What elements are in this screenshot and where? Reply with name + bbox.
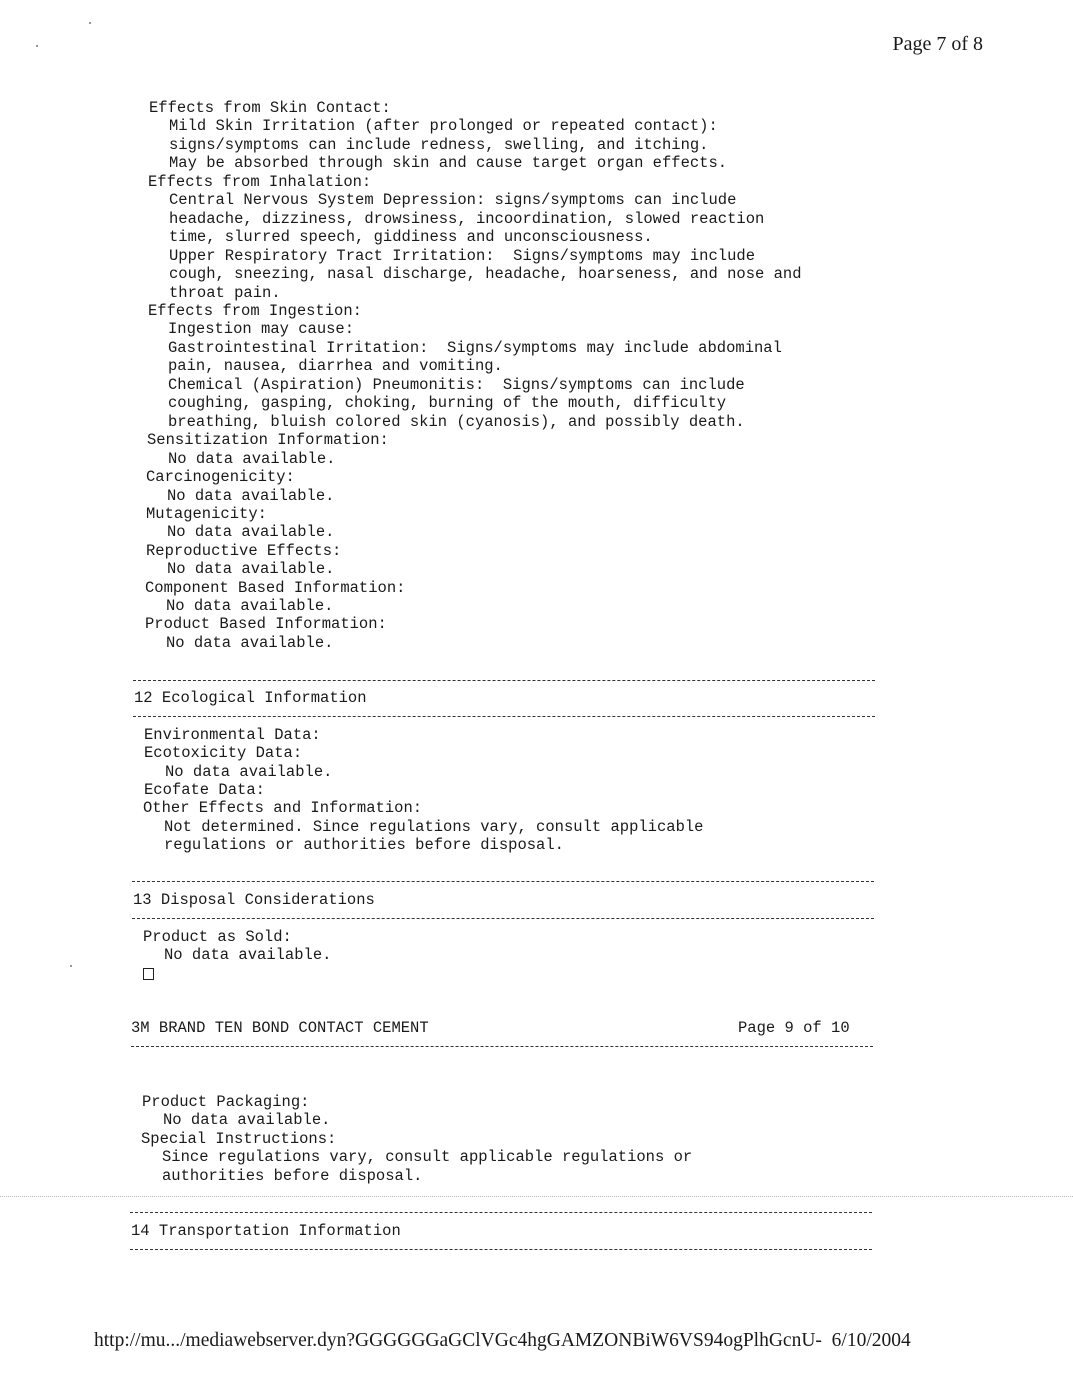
component-value: No data available. <box>166 597 334 615</box>
ingestion-line: coughing, gasping, choking, burning of the mouth, difficulty <box>168 394 727 412</box>
special-instructions-line: authorities before disposal. <box>162 1167 423 1185</box>
packaging-value: No data available. <box>163 1111 331 1129</box>
ecotoxicity-heading: Ecotoxicity Data: <box>144 744 303 762</box>
section-divider <box>132 881 874 882</box>
inhalation-line: Central Nervous System Depression: signs/symptoms can include <box>169 191 737 209</box>
skin-line: May be absorbed through skin and cause target organ effects. <box>169 154 728 172</box>
reproductive-heading: Reproductive Effects: <box>146 542 342 560</box>
section-divider <box>133 680 875 681</box>
other-effects-line: regulations or authorities before disposal. <box>164 836 564 854</box>
scan-speck <box>36 45 38 47</box>
checkbox-glyph <box>143 968 154 980</box>
scan-speck <box>89 22 91 24</box>
carcinogenicity-value: No data available. <box>167 487 335 505</box>
sensitization-value: No data available. <box>168 450 336 468</box>
product-sold-heading: Product as Sold: <box>143 928 292 946</box>
section-14-title: 14 Transportation Information <box>131 1222 401 1240</box>
section-divider <box>131 1046 873 1047</box>
section-divider <box>132 918 874 919</box>
section-13-title: 13 Disposal Considerations <box>133 891 375 909</box>
page-break-line <box>0 1196 1073 1197</box>
footer-url: http://mu.../mediawebserver.dyn?GGGGGGaGClVGc4hgGAMZONBiW6VS94ogPlhGcnU- <box>94 1330 822 1351</box>
carcinogenicity-heading: Carcinogenicity: <box>146 468 295 486</box>
ingestion-line: Chemical (Aspiration) Pneumonitis: Signs/symptoms can include <box>168 376 745 394</box>
special-instructions-line: Since regulations vary, consult applicable regulations or <box>162 1148 693 1166</box>
ecofate-heading: Ecofate Data: <box>144 781 265 799</box>
skin-contact-heading: Effects from Skin Contact: <box>149 99 391 117</box>
component-heading: Component Based Information: <box>145 579 406 597</box>
ingestion-heading: Effects from Ingestion: <box>148 302 362 320</box>
ingestion-line: pain, nausea, diarrhea and vomiting. <box>168 357 503 375</box>
ingestion-line: Gastrointestinal Irritation: Signs/symptoms may include abdominal <box>168 339 782 357</box>
inhalation-line: Upper Respiratory Tract Irritation: Signs/symptoms may include <box>169 247 755 265</box>
inhalation-line: throat pain. <box>169 284 281 302</box>
packaging-heading: Product Packaging: <box>142 1093 310 1111</box>
section-12-title: 12 Ecological Information <box>134 689 367 707</box>
skin-line: signs/symptoms can include redness, swelling, and itching. <box>169 136 709 154</box>
section-divider <box>130 1249 872 1250</box>
page-indicator: Page 7 of 8 <box>892 33 983 55</box>
product-name: 3M BRAND TEN BOND CONTACT CEMENT <box>131 1019 429 1037</box>
inhalation-line: cough, sneezing, nasal discharge, headache, hoarseness, and nose and <box>169 265 802 283</box>
ingestion-line: Ingestion may cause: <box>168 320 355 338</box>
special-instructions-heading: Special Instructions: <box>141 1130 337 1148</box>
inhalation-heading: Effects from Inhalation: <box>148 173 372 191</box>
mutagenicity-heading: Mutagenicity: <box>146 505 267 523</box>
inner-page-label: Page 9 of 10 <box>738 1019 850 1037</box>
ingestion-line: breathing, bluish colored skin (cyanosis), and possibly death. <box>168 413 745 431</box>
sensitization-heading: Sensitization Information: <box>147 431 389 449</box>
other-effects-line: Not determined. Since regulations vary, consult applicable <box>164 818 704 836</box>
mutagenicity-value: No data available. <box>167 523 335 541</box>
reproductive-value: No data available. <box>167 560 335 578</box>
section-divider <box>130 1212 872 1213</box>
footer-date: 6/10/2004 <box>831 1330 911 1351</box>
product-based-heading: Product Based Information: <box>145 615 387 633</box>
page-footer <box>94 1330 911 1352</box>
scan-speck <box>70 965 72 967</box>
product-sold-value: No data available. <box>164 946 332 964</box>
other-effects-heading: Other Effects and Information: <box>143 799 423 817</box>
skin-line: Mild Skin Irritation (after prolonged or repeated contact): <box>169 117 718 135</box>
product-based-value: No data available. <box>166 634 334 652</box>
environmental-heading: Environmental Data: <box>144 726 321 744</box>
inhalation-line: time, slurred speech, giddiness and unconsciousness. <box>169 228 653 246</box>
ecotoxicity-value: No data available. <box>165 763 333 781</box>
inhalation-line: headache, dizziness, drowsiness, incoordination, slowed reaction <box>169 210 765 228</box>
section-divider <box>133 716 875 717</box>
